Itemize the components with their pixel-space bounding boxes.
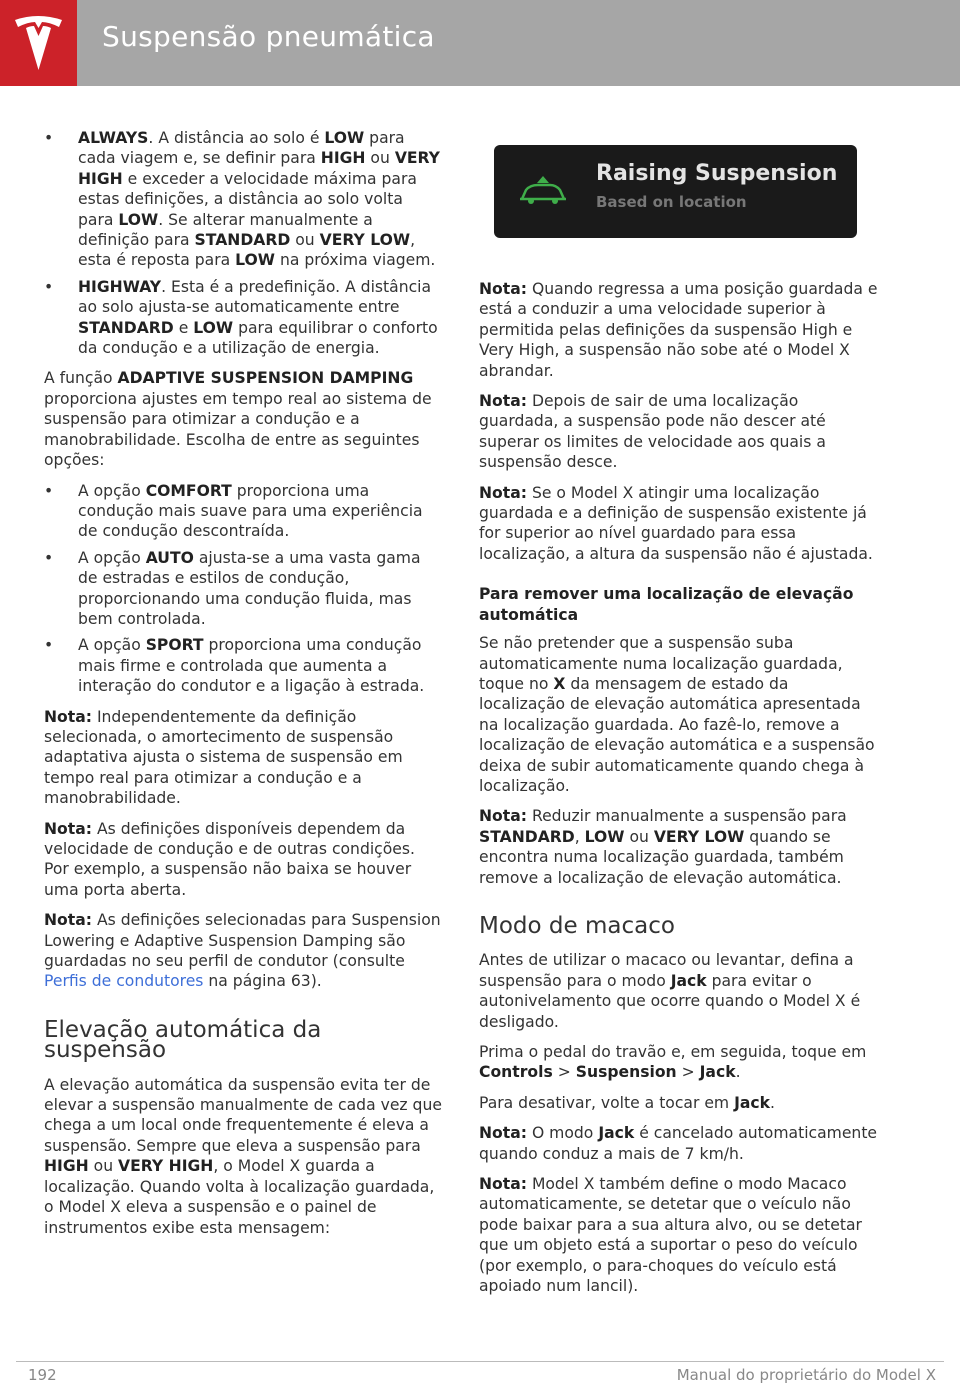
raising-suspension-banner [494, 145, 857, 238]
list-item: • ALWAYS. A distância ao solo é LOW para cada viagem e, se definir para HIGH ou VERY HIGH e exceder a velocidade máxima para estas definições, a distância ao solo volta para LOW. Se alterar manualmente a definição para STANDARD ou VERY LOW, esta é reposta para LOW na próxima viagem. [44, 128, 442, 271]
paragraph: Prima o pedal do travão e, em seguida, toque em Controls > Suspension > Jack. [479, 1043, 867, 1082]
paragraph: A elevação automática da suspensão evita ter de elevar a suspensão manualmente de cada vez que chega a um local onde frequentemente é eleva a suspensão. Sempre que eleva a suspensão para HIGH ou VERY HIGH, o Model X guarda a localização. Quando volta à localização guardada, o Model X eleva a suspensão e o painel de instrumentos exibe esta mensagem: [44, 1075, 442, 1237]
note: Nota: Independentemente da definição selecionada, o amortecimento de suspensão adaptativa ajusta o sistema de suspensão em tempo real para otimizar a condução e a manobrabilidade. [44, 707, 403, 808]
note: Nota: Quando regressa a uma posição guardada e está a conduzir a uma velocidade superior à permitida pelas definições da suspensão High e Very High, a suspensão não sobe até o Model X abrandar. [479, 280, 878, 380]
footer-divider [16, 1361, 944, 1362]
list-item: • A opção SPORT proporciona uma condução mais firme e controlada que aumenta a interação do condutor e a ligação à estrada. [44, 635, 442, 696]
paragraph: Para desativar, volte a tocar em Jack. [479, 1093, 776, 1112]
section-heading: Modo de macaco [479, 912, 675, 939]
driver-profiles-link[interactable]: Perfis de condutores [44, 972, 204, 991]
page-title: Suspensão pneumática [102, 20, 435, 53]
note: Nota: As definições disponíveis dependem da velocidade de condução e de outras condições. Por exemplo, a suspensão não baixa se houver uma porta aberta. [44, 819, 415, 899]
damping-options-list [44, 481, 442, 697]
page-header [0, 0, 960, 86]
left-column [44, 128, 442, 1248]
paragraph: A função ADAPTIVE SUSPENSION DAMPING proporciona ajustes em tempo real ao sistema de suspensão para otimizar a condução e a manobrabilidade. Escolha de entre as seguintes opções: [44, 369, 432, 470]
subsection-heading: Para remover uma localização de elevação automática [479, 585, 854, 624]
car-raising-icon [518, 175, 568, 205]
paragraph: Se não pretender que a suspensão suba automaticamente numa localização guardada, toque no X da mensagem de estado da localização de elevação automática apresentada na localização guardada. Ao fazê-lo, remove a localização de elevação automática e a suspensão deixa de subir automaticamente quando chega à localização. [479, 634, 875, 795]
banner-subtitle: Based on location [596, 193, 747, 211]
height-options-list [44, 128, 442, 358]
page-number: 192 [28, 1366, 57, 1384]
section-heading: Elevação automática da suspensão [44, 1016, 322, 1064]
note: Nota: Reduzir manualmente a suspensão para STANDARD, LOW ou VERY LOW quando se encontra numa localização guardada, também remove a localização de elevação automática. [479, 807, 847, 887]
note: Nota: O modo Jack é cancelado automaticamente quando conduz a mais de 7 km/h. [479, 1124, 878, 1163]
tesla-logo [0, 0, 77, 86]
list-item: • A opção AUTO ajusta-se a uma vasta gama de estradas e estilos de condução, proporcionando uma condução fluida, mas bem controlada. [44, 548, 442, 630]
note: Nota: As definições selecionadas para Suspension Lowering e Adaptive Suspension Damping são guardadas no seu perfil de condutor (consulte Perfis de condutores na página 63). [44, 911, 441, 991]
right-column [479, 279, 879, 1306]
note: Nota: Model X também define o modo Macaco automaticamente, se detetar que o veículo não pode baixar para a sua altura alvo, ou se detetar que um objeto está a suportar o peso do veículo (por exemplo, o para-choques do veículo está apoiado num lancil). [479, 1175, 862, 1296]
list-item: • A opção COMFORT proporciona uma condução mais suave para uma experiência de condução descontraída. [44, 481, 442, 542]
banner-title: Raising Suspension [596, 161, 838, 186]
note: Nota: Se o Model X atingir uma localização guardada e a definição de suspensão existente já for superior ao nível guardado para essa localização, a altura da suspensão não é ajustada. [479, 483, 873, 563]
tesla-logo-icon [13, 14, 64, 72]
list-item: • HIGHWAY. Esta é a predefinição. A distância ao solo ajusta-se automaticamente entre STANDARD e LOW para equilibrar o conforto da condução e a utilização de energia. [44, 277, 442, 359]
footer-title: Manual do proprietário do Model X [676, 1366, 936, 1384]
paragraph: Antes de utilizar o macaco ou levantar, defina a suspensão para o modo Jack para evitar o autonivelamento que ocorre quando o Model X é desligado. [479, 951, 861, 1031]
note: Nota: Depois de sair de uma localização guardada, a suspensão pode não descer até superar os limites de velocidade aos quais a suspensão desce. [479, 392, 826, 472]
